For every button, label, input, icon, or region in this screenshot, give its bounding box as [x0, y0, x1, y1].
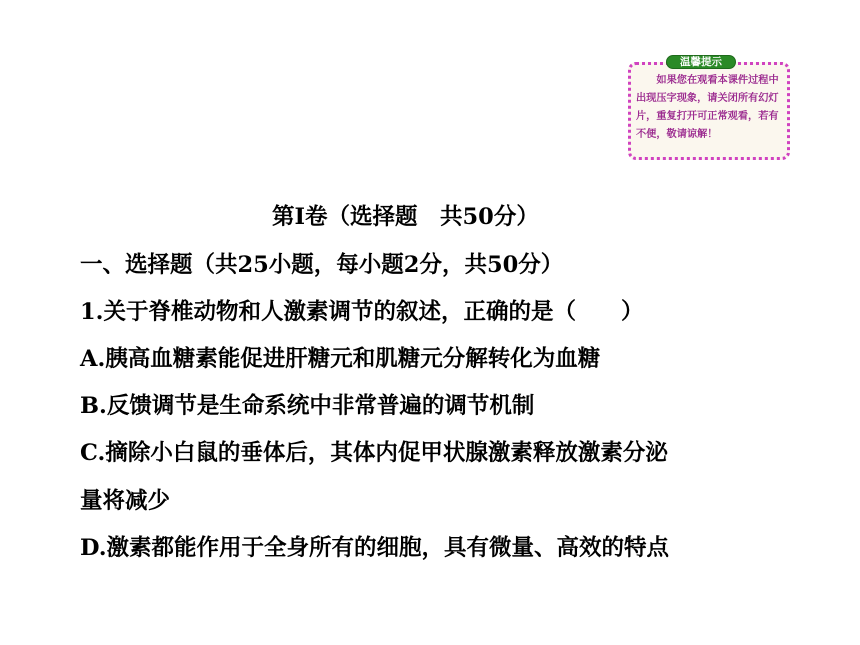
question-stem: 1.关于脊椎动物和人激素调节的叙述，正确的是（ ）	[80, 299, 644, 325]
tip-text: 如果您在观看本课件过程中出现压字现象，请关闭所有幻灯片，重复打开可正常观看，若有不便，敬请谅解！	[636, 75, 779, 140]
option-c-line1: C.摘除小白鼠的垂体后，其体内促甲状腺激素释放激素分泌	[80, 440, 668, 466]
paper-heading: 第Ⅰ卷（选择题 共50分）	[272, 204, 539, 230]
option-c-line2: 量将减少	[80, 488, 171, 514]
tip-title: 温馨提示	[680, 56, 722, 68]
section-title: 一、选择题（共25小题，每小题2分，共50分）	[80, 252, 564, 278]
option-b: B.反馈调节是生命系统中非常普遍的调节机制	[80, 393, 535, 419]
option-a: A.胰高血糖素能促进肝糖元和肌糖元分解转化为血糖	[80, 346, 601, 372]
option-d: D.激素都能作用于全身所有的细胞，具有微量、高效的特点	[80, 535, 670, 561]
